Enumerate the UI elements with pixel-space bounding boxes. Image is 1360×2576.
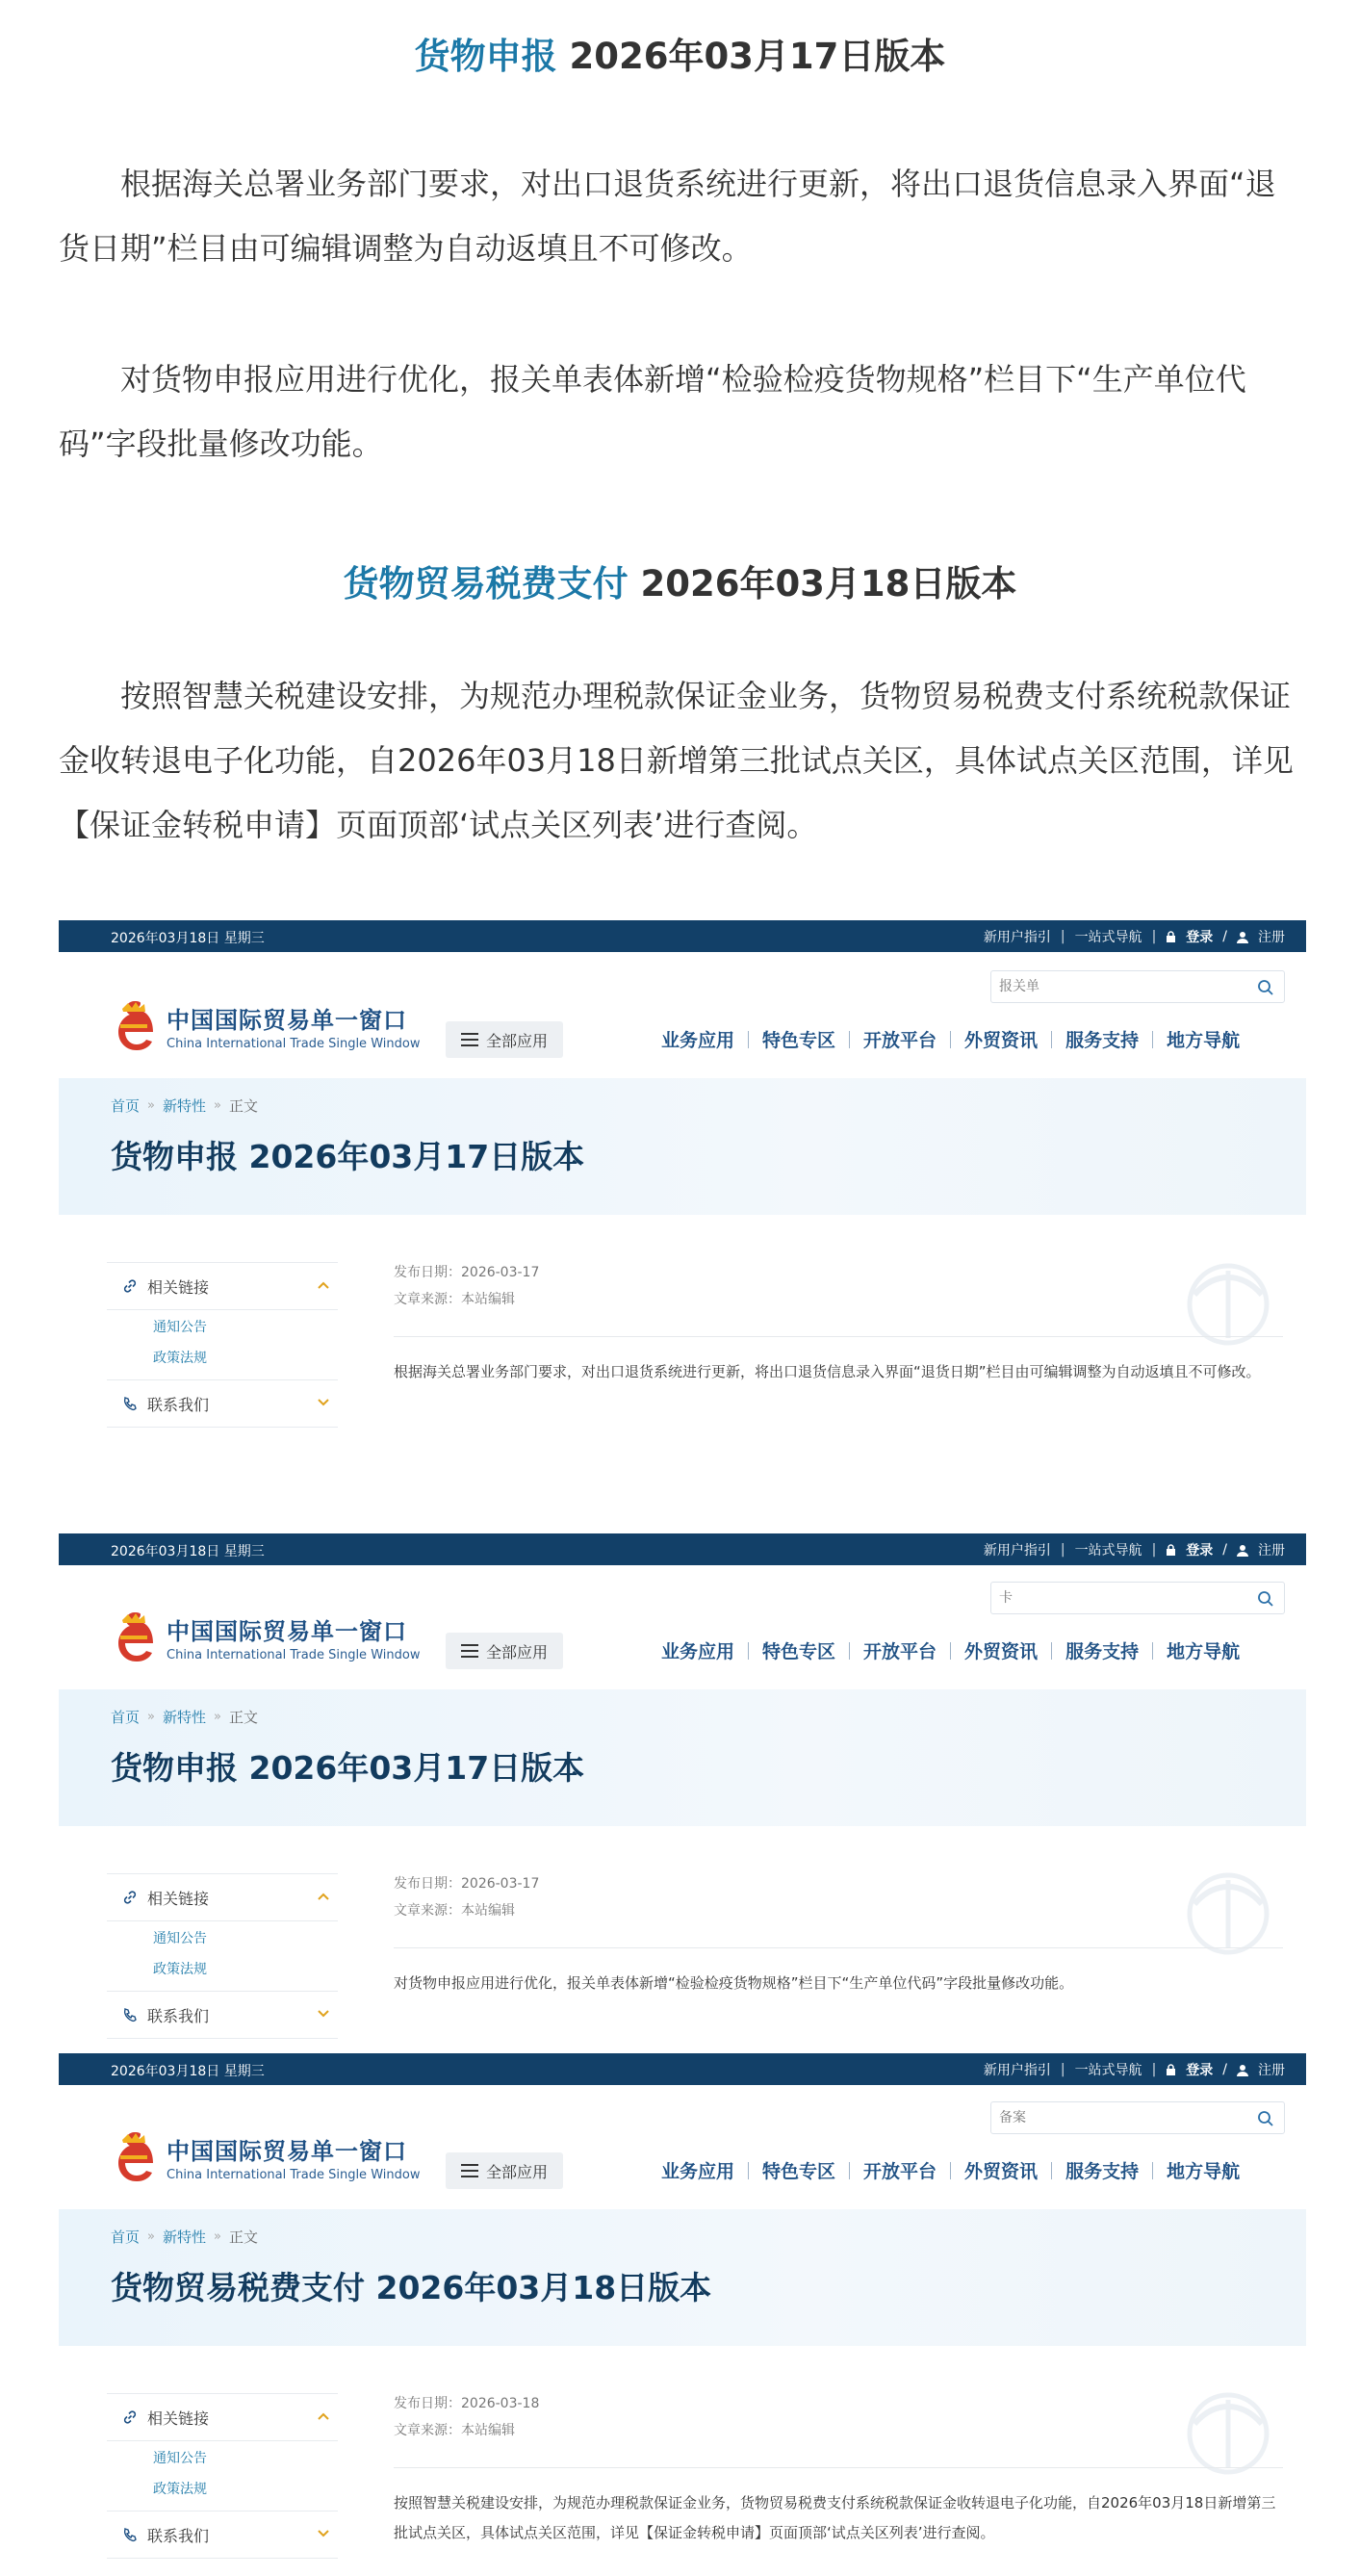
breadcrumb-new-features[interactable]: 新特性 bbox=[162, 1709, 206, 1726]
chevron-up-icon bbox=[317, 1892, 330, 1901]
breadcrumb-current: 正文 bbox=[228, 2228, 258, 2246]
logo-name-cn: 中国国际贸易单一窗口 bbox=[167, 1007, 407, 1034]
nav-service-support[interactable]: 服务支持 bbox=[1065, 1030, 1140, 1051]
chevron-down-icon bbox=[317, 1398, 330, 1407]
all-apps-label: 全部应用 bbox=[485, 2162, 548, 2181]
divider: | bbox=[1151, 2062, 1157, 2077]
article-source: 文章来源：本站编辑 bbox=[394, 2423, 515, 2438]
slash: / bbox=[1222, 1542, 1227, 1558]
article-meta bbox=[394, 1870, 539, 1924]
sidebar-related-links[interactable] bbox=[107, 1873, 338, 1921]
paragraph bbox=[59, 664, 1306, 858]
breadcrumb-separator: » bbox=[214, 2229, 221, 2244]
article-source: 文章来源：本站编辑 bbox=[394, 1903, 515, 1919]
paragraph-text: 按照智慧关税建设安排，为规范办理税款保证金业务，货物贸易税费支付系统税款保证金收转退电子化功能，自2026年03月18日新增第三批试点关区，具体试点关区范围，详见【保证金转税申请】页面顶部‘试点关区列表’进行查阅。 bbox=[59, 678, 1294, 843]
link-icon bbox=[122, 1890, 138, 1905]
register-link[interactable]: 注册 bbox=[1258, 2063, 1285, 2078]
user-icon bbox=[1237, 931, 1248, 943]
new-user-guide-link[interactable]: 新用户指引 bbox=[983, 1543, 1051, 1558]
article-meta bbox=[394, 2390, 539, 2444]
top-bar bbox=[59, 920, 1306, 952]
breadcrumb-separator: » bbox=[214, 1710, 221, 1724]
single-window-logo-icon bbox=[111, 997, 159, 1055]
lock-icon bbox=[1166, 1544, 1176, 1557]
breadcrumb-separator: » bbox=[147, 1710, 155, 1724]
divider: | bbox=[1151, 1542, 1157, 1558]
logo-name-en: China International Trade Single Window bbox=[167, 1037, 421, 1051]
paragraph-text: 对货物申报应用进行优化，报关单表体新增“检验检疫货物规格”栏目下“生产单位代码”字段批量修改功能。 bbox=[59, 361, 1246, 462]
search-input[interactable] bbox=[999, 1587, 1240, 1609]
customs-emblem-icon bbox=[1175, 1861, 1281, 1967]
one-stop-nav-link[interactable]: 一站式导航 bbox=[1074, 2063, 1142, 2078]
breadcrumb bbox=[111, 2227, 258, 2247]
nav-featured-zones[interactable]: 特色专区 bbox=[762, 1030, 836, 1051]
publish-date: 发布日期：2026-03-18 bbox=[394, 2396, 540, 2411]
main-nav bbox=[648, 1637, 1253, 1663]
nav-local-navigation[interactable]: 地方导航 bbox=[1167, 2161, 1241, 2182]
logo-name-en: China International Trade Single Window bbox=[167, 2168, 421, 2182]
slash: / bbox=[1222, 929, 1227, 944]
menu-icon bbox=[461, 2164, 478, 2177]
top-date: 2026年03月18日 星期三 bbox=[111, 1544, 265, 1559]
search-icon[interactable] bbox=[1257, 1590, 1274, 1608]
top-date: 2026年03月18日 星期三 bbox=[111, 931, 265, 946]
phone-icon bbox=[122, 2527, 138, 2542]
new-user-guide-link[interactable]: 新用户指引 bbox=[983, 930, 1051, 945]
nav-featured-zones[interactable]: 特色专区 bbox=[762, 2161, 836, 2182]
sidebar-contact-label: 联系我们 bbox=[147, 1395, 210, 1414]
nav-open-platform[interactable]: 开放平台 bbox=[863, 2161, 937, 2182]
sidebar-item-notices[interactable]: 通知公告 bbox=[153, 1931, 207, 1946]
main-nav bbox=[648, 2157, 1253, 2183]
nav-service-support[interactable]: 服务支持 bbox=[1065, 1641, 1140, 1662]
chevron-down-icon bbox=[317, 2009, 330, 2019]
site-logo[interactable] bbox=[111, 997, 420, 1055]
section-heading bbox=[0, 554, 1360, 606]
menu-icon bbox=[461, 1644, 478, 1658]
customs-emblem-icon bbox=[1175, 2381, 1281, 2486]
nav-featured-zones[interactable]: 特色专区 bbox=[762, 1641, 836, 1662]
publish-date: 发布日期：2026-03-17 bbox=[394, 1876, 540, 1892]
logo-name-cn: 中国国际贸易单一窗口 bbox=[167, 2138, 407, 2165]
one-stop-nav-link[interactable]: 一站式导航 bbox=[1074, 930, 1142, 945]
heading-version: 2026年03月18日版本 bbox=[628, 563, 1017, 605]
page-title: 货物申报 2026年03月17日版本 bbox=[111, 1138, 585, 1175]
breadcrumb-home[interactable]: 首页 bbox=[111, 2228, 141, 2246]
all-apps-button[interactable] bbox=[446, 1633, 563, 1669]
breadcrumb-home[interactable]: 首页 bbox=[111, 1097, 141, 1115]
top-links bbox=[984, 2060, 1285, 2079]
breadcrumb bbox=[111, 1095, 258, 1116]
top-links bbox=[984, 927, 1285, 946]
breadcrumb-new-features[interactable]: 新特性 bbox=[162, 1097, 206, 1115]
sidebar-contact-label: 联系我们 bbox=[147, 2006, 210, 2025]
article-body: 按照智慧关税建设安排，为规范办理税款保证金业务，货物贸易税费支付系统税款保证金收转退电子化功能，自2026年03月18日新增第三批试点关区，具体试点关区范围，详见【保证金转税申请】页面顶部‘试点关区列表’进行查阅。 bbox=[394, 2494, 1276, 2541]
register-link[interactable]: 注册 bbox=[1258, 930, 1285, 945]
heading-highlight: 货物申报 bbox=[414, 36, 557, 77]
site-logo[interactable] bbox=[111, 2128, 420, 2186]
search-box bbox=[990, 2101, 1285, 2134]
page-title: 货物申报 2026年03月17日版本 bbox=[111, 1749, 585, 1787]
user-icon bbox=[1237, 2064, 1248, 2076]
nav-open-platform[interactable]: 开放平台 bbox=[863, 1030, 937, 1051]
user-icon bbox=[1237, 1544, 1248, 1557]
breadcrumb-separator: » bbox=[147, 1098, 155, 1113]
all-apps-label: 全部应用 bbox=[485, 1031, 548, 1050]
nav-service-support[interactable]: 服务支持 bbox=[1065, 2161, 1140, 2182]
sidebar-item-notices[interactable]: 通知公告 bbox=[153, 2451, 207, 2466]
nav-business-apps[interactable]: 业务应用 bbox=[661, 1030, 735, 1051]
chevron-down-icon bbox=[317, 2529, 330, 2538]
nav-business-apps[interactable]: 业务应用 bbox=[661, 2161, 735, 2182]
sidebar-item-notices[interactable]: 通知公告 bbox=[153, 1320, 207, 1335]
sidebar-related-links-label: 相关链接 bbox=[147, 1889, 210, 1908]
sidebar bbox=[107, 2393, 338, 2559]
divider: | bbox=[1060, 1542, 1065, 1558]
login-link[interactable]: 登录 bbox=[1186, 930, 1214, 945]
article-meta bbox=[394, 1259, 539, 1313]
breadcrumb-current: 正文 bbox=[228, 1709, 258, 1726]
sidebar-contact-us[interactable] bbox=[107, 1991, 338, 2039]
search-input[interactable] bbox=[999, 976, 1240, 997]
login-link[interactable]: 登录 bbox=[1186, 2063, 1214, 2078]
divider: | bbox=[1151, 929, 1157, 944]
nav-open-platform[interactable]: 开放平台 bbox=[863, 1641, 937, 1662]
heading-version: 2026年03月17日版本 bbox=[556, 36, 946, 77]
site-logo[interactable] bbox=[111, 1609, 420, 1666]
search-icon[interactable] bbox=[1257, 2110, 1274, 2127]
sidebar bbox=[107, 1873, 338, 2039]
breadcrumb-separator: » bbox=[214, 1098, 221, 1113]
sidebar-related-links-label: 相关链接 bbox=[147, 2409, 210, 2428]
search-input[interactable] bbox=[999, 2107, 1240, 2128]
sidebar bbox=[107, 1262, 338, 1428]
page-title: 货物贸易税费支付 2026年03月18日版本 bbox=[111, 2269, 712, 2306]
article-body: 对货物申报应用进行优化，报关单表体新增“检验检疫货物规格”栏目下“生产单位代码”字段批量修改功能。 bbox=[394, 1974, 1074, 1992]
search-icon[interactable] bbox=[1257, 979, 1274, 996]
lock-icon bbox=[1166, 931, 1176, 943]
all-apps-button[interactable] bbox=[446, 1021, 563, 1058]
nav-business-apps[interactable]: 业务应用 bbox=[661, 1641, 735, 1662]
sidebar-contact-us[interactable] bbox=[107, 1379, 338, 1428]
top-bar bbox=[59, 1533, 1306, 1565]
phone-icon bbox=[122, 1396, 138, 1411]
sidebar-related-links[interactable] bbox=[107, 1262, 338, 1310]
sidebar-item-policies[interactable]: 政策法规 bbox=[153, 1351, 207, 1366]
slash: / bbox=[1222, 2062, 1227, 2077]
nav-local-navigation[interactable]: 地方导航 bbox=[1167, 1641, 1241, 1662]
sidebar-related-links[interactable] bbox=[107, 2393, 338, 2441]
all-apps-button[interactable] bbox=[446, 2152, 563, 2189]
register-link[interactable]: 注册 bbox=[1258, 1543, 1285, 1558]
article-source: 文章来源：本站编辑 bbox=[394, 1292, 515, 1307]
all-apps-label: 全部应用 bbox=[485, 1642, 548, 1662]
website-screenshot bbox=[59, 920, 1306, 1444]
website-screenshot bbox=[59, 2053, 1306, 2576]
login-link[interactable]: 登录 bbox=[1186, 1543, 1214, 1558]
nav-trade-news[interactable]: 外贸资讯 bbox=[964, 1030, 1039, 1051]
section-heading bbox=[0, 27, 1360, 79]
breadcrumb-current: 正文 bbox=[228, 1097, 258, 1115]
breadcrumb-separator: » bbox=[147, 2229, 155, 2244]
link-icon bbox=[122, 2409, 138, 2425]
sidebar-item-policies[interactable]: 政策法规 bbox=[153, 2482, 207, 2497]
logo-name-cn: 中国国际贸易单一窗口 bbox=[167, 1618, 407, 1645]
paragraph-text: 根据海关总署业务部门要求，对出口退货系统进行更新，将出口退货信息录入界面“退货日期”栏目由可编辑调整为自动返填且不可修改。 bbox=[59, 166, 1276, 267]
heading-highlight: 货物贸易税费支付 bbox=[343, 563, 629, 605]
lock-icon bbox=[1166, 2064, 1176, 2076]
menu-icon bbox=[461, 1033, 478, 1046]
nav-trade-news[interactable]: 外贸资讯 bbox=[964, 1641, 1039, 1662]
single-window-logo-icon bbox=[111, 2128, 159, 2186]
divider: | bbox=[1060, 2062, 1065, 2077]
search-box bbox=[990, 1582, 1285, 1614]
sidebar-item-policies[interactable]: 政策法规 bbox=[153, 1962, 207, 1977]
top-bar bbox=[59, 2053, 1306, 2085]
website-screenshot bbox=[59, 1533, 1306, 2053]
new-user-guide-link[interactable]: 新用户指引 bbox=[983, 2063, 1051, 2078]
one-stop-nav-link[interactable]: 一站式导航 bbox=[1074, 1543, 1142, 1558]
logo-name-en: China International Trade Single Window bbox=[167, 1648, 421, 1662]
main-nav bbox=[648, 1026, 1253, 1052]
breadcrumb bbox=[111, 1707, 258, 1727]
top-links bbox=[984, 1540, 1285, 1559]
publish-date: 发布日期：2026-03-17 bbox=[394, 1265, 540, 1280]
chevron-up-icon bbox=[317, 2411, 330, 2421]
divider bbox=[394, 1947, 1283, 1948]
breadcrumb-home[interactable]: 首页 bbox=[111, 1709, 141, 1726]
chevron-up-icon bbox=[317, 1280, 330, 1290]
divider bbox=[394, 2467, 1283, 2468]
sidebar-contact-us[interactable] bbox=[107, 2511, 338, 2559]
article-body: 根据海关总署业务部门要求，对出口退货系统进行更新，将出口退货信息录入界面“退货日期”栏目由可编辑调整为自动返填且不可修改。 bbox=[394, 1363, 1261, 1380]
phone-icon bbox=[122, 2007, 138, 2022]
link-icon bbox=[122, 1278, 138, 1294]
divider bbox=[394, 1336, 1283, 1337]
search-box bbox=[990, 970, 1285, 1003]
nav-trade-news[interactable]: 外贸资讯 bbox=[964, 2161, 1039, 2182]
single-window-logo-icon bbox=[111, 1609, 159, 1666]
sidebar-related-links-label: 相关链接 bbox=[147, 1277, 210, 1297]
nav-local-navigation[interactable]: 地方导航 bbox=[1167, 1030, 1241, 1051]
top-date: 2026年03月18日 星期三 bbox=[111, 2064, 265, 2079]
breadcrumb-new-features[interactable]: 新特性 bbox=[162, 2228, 206, 2246]
divider: | bbox=[1060, 929, 1065, 944]
customs-emblem-icon bbox=[1175, 1251, 1281, 1357]
sidebar-contact-label: 联系我们 bbox=[147, 2526, 210, 2545]
paragraph bbox=[59, 348, 1306, 477]
paragraph bbox=[59, 152, 1306, 281]
